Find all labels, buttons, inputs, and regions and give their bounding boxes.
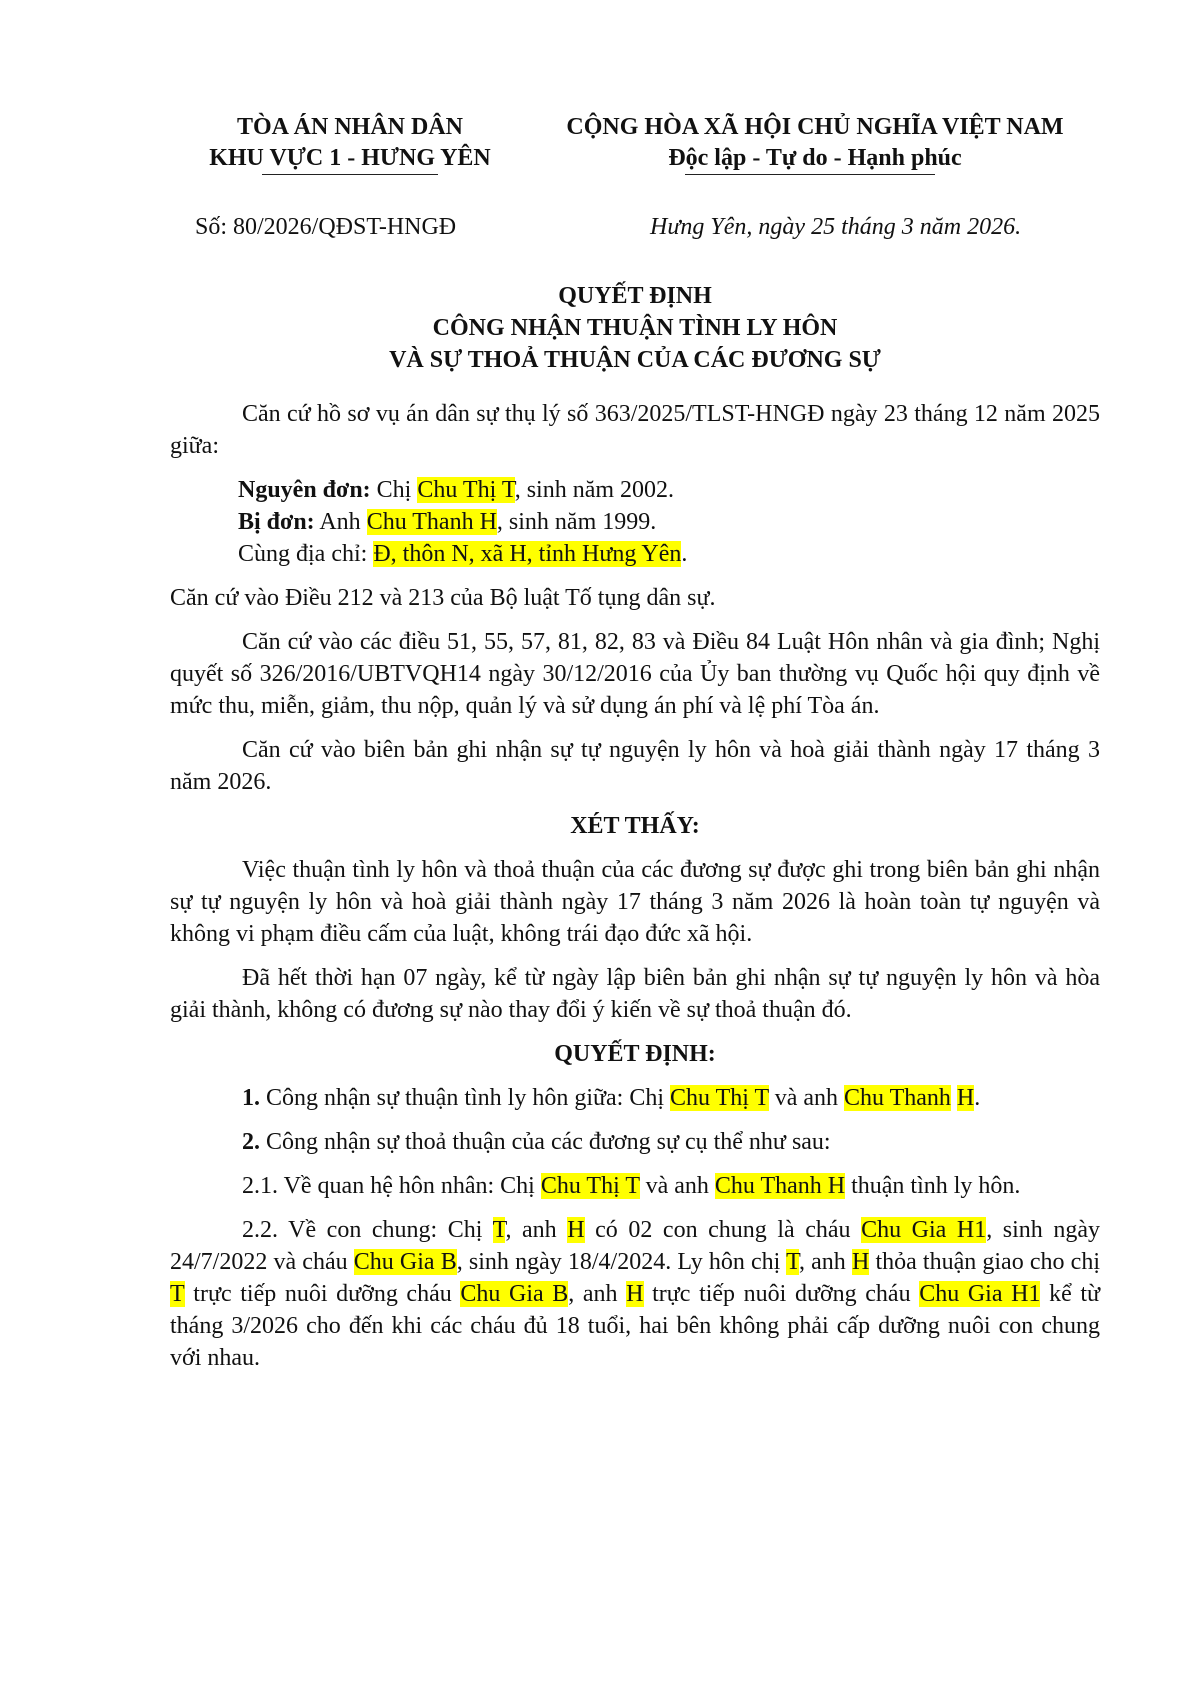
title-line-1: QUYẾT ĐỊNH	[558, 283, 712, 309]
item-2-2-i: , anh	[568, 1281, 627, 1307]
findings-paragraph-2: Đã hết thời hạn 07 ngày, kể từ ngày lập biên bản ghi nhận sự tự nguyện ly hôn và hòa giải thành, không có đương sự nào thay đổi ý kiến về sự thoả thuận đó.	[170, 965, 1100, 1023]
basis-conciliation-record: Căn cứ vào biên bản ghi nhận sự tự nguyện ly hôn và hoà giải thành ngày 17 tháng 3 năm 2026.	[170, 737, 1100, 795]
item-1-number: 1.	[242, 1085, 260, 1111]
item-2-1-conj: và anh	[639, 1173, 715, 1199]
document-body	[170, 398, 1100, 1386]
plaintiff-prefix: Chị	[376, 477, 412, 503]
item-1-conj: và anh	[768, 1085, 845, 1111]
item-2-2-c: có 02 con chung là cháu	[584, 1217, 862, 1243]
item-2-2-h-1: H	[567, 1217, 585, 1243]
item-2-2-k: kể từ tháng 3/2026 cho đến khi các cháu đủ 18 tuổi, hai bên không phải cấp dưỡng nuôi con chung với nhau.	[170, 1281, 1101, 1371]
plaintiff-line	[238, 474, 1100, 506]
plaintiff-name: Chu Thị T	[417, 477, 515, 503]
item-2-2-t-2: T	[786, 1249, 799, 1275]
address-line	[238, 538, 1100, 570]
item-2-2-f: , anh	[798, 1249, 852, 1275]
item-1-end: .	[974, 1085, 981, 1111]
item-2-2-child1-1: Chu Gia H1	[861, 1217, 987, 1243]
court-district: KHU VỰC 1 - HƯNG YÊN	[209, 145, 491, 171]
item-2-2-a: 2.2. Về con chung: Chị	[242, 1217, 493, 1243]
item-2-2-t-1: T	[492, 1217, 506, 1243]
basis-civil-procedure: Căn cứ vào Điều 212 và 213 của Bộ luật Tố tụng dân sự.	[170, 585, 716, 611]
place-date: Hưng Yên, ngày 25 tháng 3 năm 2026.	[650, 214, 1022, 240]
address-value: Đ, thôn N, xã H, tỉnh Hưng Yên	[373, 541, 682, 567]
document-title	[170, 280, 1100, 376]
decision-heading: QUYẾT ĐỊNH:	[554, 1041, 716, 1067]
court-name: TÒA ÁN NHÂN DÂN	[236, 114, 463, 140]
defendant-line	[238, 506, 1100, 538]
motto-underline	[685, 174, 935, 175]
defendant-label: Bị đơn:	[238, 509, 315, 535]
item-1-defendant-a: Chu Thanh	[844, 1085, 951, 1111]
decision-item-1	[170, 1082, 1100, 1114]
item-2-1-plaintiff: Chu Thị T	[540, 1173, 640, 1199]
item-2-2-h-3: H	[626, 1281, 644, 1307]
findings-heading: XÉT THẤY:	[570, 813, 700, 839]
item-2-number: 2.	[242, 1129, 260, 1155]
court-underline	[262, 174, 438, 175]
defendant-prefix: Anh	[319, 509, 361, 535]
item-2-2-d: , sinh ngày 24/7/2022 và cháu	[170, 1217, 1101, 1275]
item-1-text: Công nhận sự thuận tình ly hôn giữa: Chị	[260, 1085, 671, 1111]
plaintiff-label: Nguyên đơn:	[238, 477, 371, 503]
court-name-block	[190, 112, 510, 174]
item-2-2-g: thỏa thuận giao cho chị	[869, 1249, 1101, 1275]
item-1-defendant-b: H	[956, 1085, 975, 1111]
address-end: .	[681, 541, 688, 567]
item-2-text: Công nhận sự thoả thuận của các đương sự cụ thể như sau:	[260, 1129, 831, 1155]
item-2-2-child1-2: Chu Gia H1	[919, 1281, 1041, 1307]
item-2-2-child2-2: Chu Gia B	[460, 1281, 569, 1307]
document-number: Số: 80/2026/QĐST-HNGĐ	[195, 214, 457, 240]
country-name: CỘNG HÒA XÃ HỘI CHỦ NGHĨA VIỆT NAM	[566, 114, 1064, 140]
defendant-birth: , sinh năm 1999.	[496, 509, 657, 535]
decision-item-2-2	[170, 1214, 1100, 1374]
basis-case-file: Căn cứ hồ sơ vụ án dân sự thụ lý số 363/2025/TLST-HNGĐ ngày 23 tháng 12 năm 2025 giữa:	[170, 401, 1100, 459]
item-2-2-b: , anh	[505, 1217, 568, 1243]
defendant-name: Chu Thanh H	[366, 509, 497, 535]
national-motto-block	[530, 112, 1100, 174]
title-line-2: CÔNG NHẬN THUẬN TÌNH LY HÔN	[432, 315, 838, 341]
item-1-plaintiff: Chu Thị T	[670, 1085, 769, 1111]
decision-item-2	[170, 1126, 1100, 1158]
item-2-2-j: trực tiếp nuôi dưỡng cháu	[643, 1281, 920, 1307]
item-2-1-text: 2.1. Về quan hệ hôn nhân: Chị	[242, 1173, 541, 1199]
item-2-2-child2-1: Chu Gia B	[353, 1249, 457, 1275]
decision-item-2-1	[170, 1170, 1100, 1202]
title-line-3: VÀ SỰ THOẢ THUẬN CỦA CÁC ĐƯƠNG SỰ	[389, 347, 881, 373]
item-2-2-e: , sinh ngày 18/4/2024. Ly hôn chị	[456, 1249, 787, 1275]
address-label: Cùng địa chỉ:	[238, 541, 368, 567]
basis-marriage-law: Căn cứ vào các điều 51, 55, 57, 81, 82, 83 và Điều 84 Luật Hôn nhân và gia đình; Nghị quyết số 326/2016/UBTVQH14 ngày 30/12/2016 của Ủy ban thường vụ Quốc hội quy định về mức thu, miễn, giảm, thu nộp, quản lý và sử dụng án phí và lệ phí Tòa án.	[170, 629, 1100, 719]
item-2-2-h-2: H	[851, 1249, 870, 1275]
findings-paragraph-1: Việc thuận tình ly hôn và thoả thuận của các đương sự được ghi trong biên bản ghi nhận sự tự nguyện ly hôn và hoà giải thành ngày 17 tháng 3 năm 2026 là hoàn toàn tự nguyện và không vi phạm điều cấm của luật, không trái đạo đức xã hội.	[170, 857, 1100, 947]
item-2-1-end: thuận tình ly hôn.	[845, 1173, 1021, 1199]
national-motto: Độc lập - Tự do - Hạnh phúc	[668, 145, 962, 171]
item-2-2-t-3: T	[170, 1281, 185, 1307]
plaintiff-birth: , sinh năm 2002.	[514, 477, 675, 503]
item-2-2-h: trực tiếp nuôi dưỡng cháu	[184, 1281, 461, 1307]
item-2-1-defendant: Chu Thanh H	[714, 1173, 846, 1199]
